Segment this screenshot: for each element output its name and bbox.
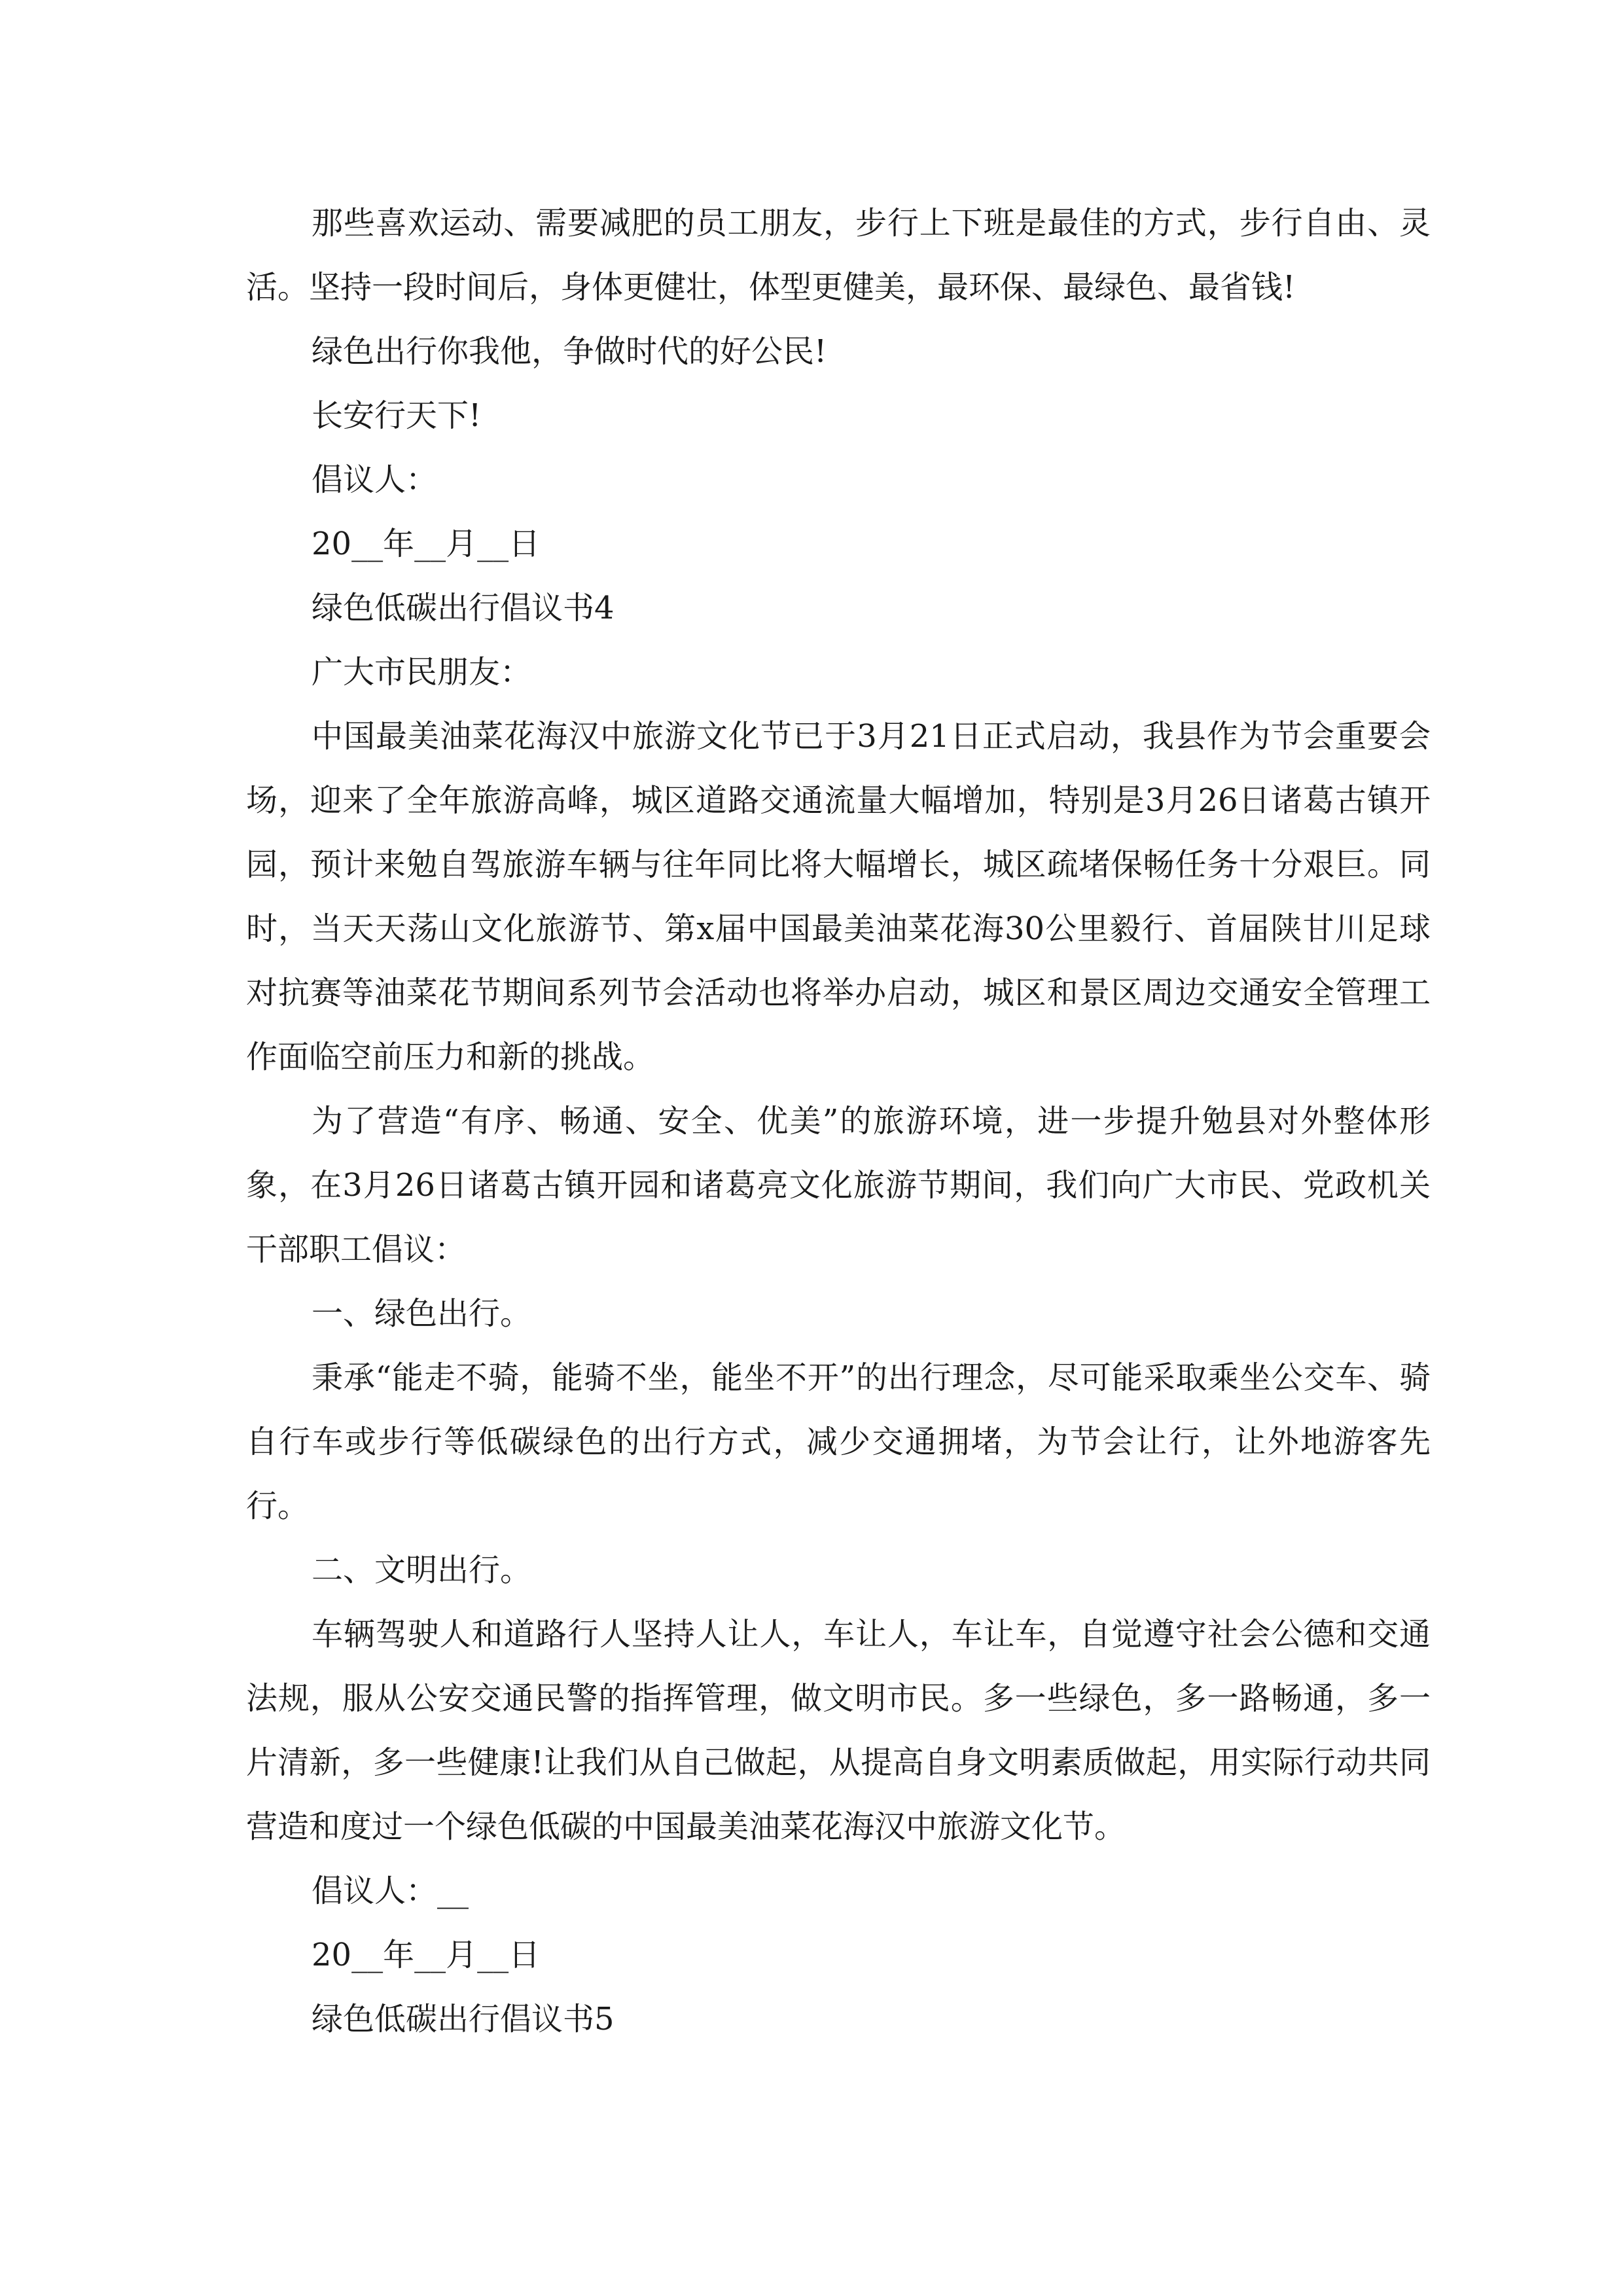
paragraph-festival-background: 中国最美油菜花海汉中旅游文化节已于3月21日正式启动，我县作为节会重要会场，迎来了全年旅游高峰，城区道路交通流量大幅增加，特别是3月26日诸葛古镇开园，预计来勉自驾旅游车辆与往年同比将大幅增长，城区疏堵保畅任务十分艰巨。同时，当天天荡山文化旅游节、第x届中国最美油菜花海30公里毅行、首届陕甘川足球对抗赛等油菜花节期间系列节会活动也将举办启动，城区和景区周边交通安全管理工作面临空前压力和新的挑战。 (246, 718, 1431, 1075)
salutation: 广大市民朋友： (312, 654, 532, 691)
paragraph-proposal-intro: 为了营造“有序、畅通、安全、优美”的旅游环境，进一步提升勉县对外整体形象，在3月26日诸葛古镇开园和诸葛亮文化旅游节期间，我们向广大市民、党政机关干部职工倡议： (246, 1103, 1431, 1268)
section-heading-5: 绿色低碳出行倡议书5 (312, 2001, 615, 2037)
document-body (246, 191, 1431, 2051)
signature-line: 倡议人：__ (312, 1873, 469, 1909)
paragraph-slogan: 绿色出行你我他，争做时代的好公民! (312, 333, 827, 370)
paragraph-civil-travel: 车辆驾驶人和道路行人坚持人让人，车让人，车让车，自觉遵守社会公德和交通法规，服从公安交通民警的指挥管理，做文明市民。多一些绿色，多一路畅通，多一片清新，多一些健康!让我们从自己做起，从提高自身文明素质做起，用实际行动共同营造和度过一个绿色低碳的中国最美油菜花海汉中旅游文化节。 (246, 1616, 1431, 1845)
section-civil-travel: 二、文明出行。 (312, 1552, 532, 1588)
section-heading-4: 绿色低碳出行倡议书4 (312, 590, 615, 626)
section-green-travel: 一、绿色出行。 (312, 1295, 532, 1332)
paragraph-closing-slogan: 长安行天下! (312, 397, 482, 434)
paragraph-walking-benefits: 那些喜欢运动、需要减肥的员工朋友，步行上下班是最佳的方式，步行自由、灵活。坚持一段时间后，身体更健壮，体型更健美，最环保、最绿色、最省钱! (246, 205, 1431, 306)
date-line: 20__年__月__日 (312, 526, 541, 562)
date-line: 20__年__月__日 (312, 1937, 541, 1973)
signature-line: 倡议人： (312, 461, 438, 498)
paragraph-green-travel: 秉承“能走不骑，能骑不坐，能坐不开”的出行理念，尽可能采取乘坐公交车、骑自行车或步行等低碳绿色的出行方式，减少交通拥堵，为节会让行，让外地游客先行。 (246, 1359, 1431, 1524)
